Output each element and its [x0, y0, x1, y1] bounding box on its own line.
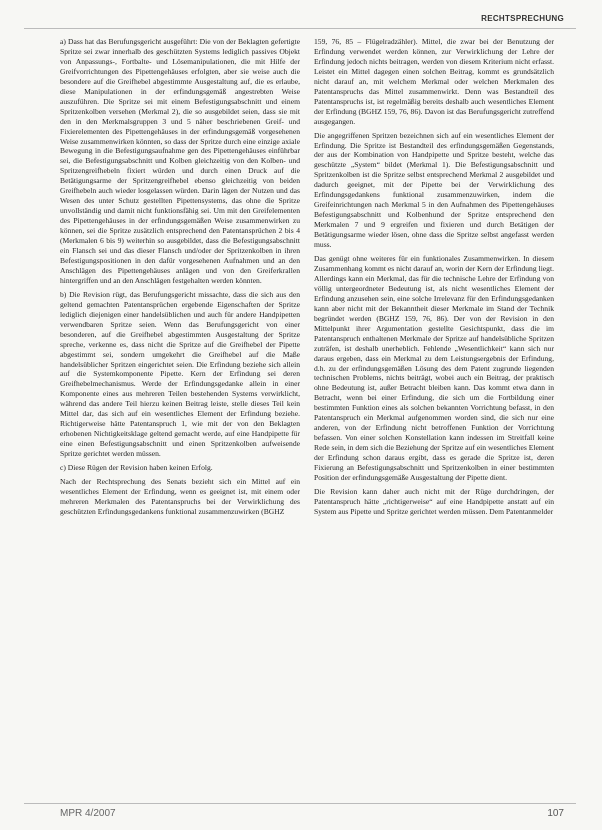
paragraph: c) Diese Rügen der Revision haben keinen Erfolg.: [60, 463, 213, 473]
left-column: [60, 37, 300, 521]
paragraph: Die angegriffenen Spritzen bezeichnen sich auf ein wesentliches Element der Erfindung. Die Spritze ist Bestandteil des erfindungsgemäßen Gegenstands, der aus der Kombination von Handpipette und Spritze besteht, welche das geschützte „System“ bildet (Merkmal 1). Die Befestigungsabschnitt und Spritzenkolben ist die Spritze selbst entsprechend Merkmal 2 ausgebildet und dadurch geeignet, mit der Pipette bei der Verwirklichung des Erfindungsgedankens funktional zusammenzuwirken, indem die Greifeinrichtungen nach Merkmal 5 in den Aufnahmen des Pipettengehäuses Befestigungsabschnitt und Kolbenhund der Spritze entsprechend den Merkmalen 7 und 9 ergreifen und fixieren und durch Betätigen der Betätigungsarme wieder lösen, ohne dass die Spritze selbst angefasst werden muss.: [314, 130, 554, 250]
paragraph: a) Dass hat das Berufungsgericht ausgeführt: Die von der Beklagten gefertigte Spritze sei zwar innerhalb des geschützten Systems lediglich passives Objekt von Anpassungs-, Fortbalte- und Lösemanipulationen, die mit Hilfe der Greifvorrichtungen des Pipettengehäuses erfolgten, aber sie weise auch die besondere auf die Greifhebel abgestimmte Ausgestaltung auf, die es erlaube, diese Manipulationen in der erfindungsgemäß angestrebten Weise auszuführen. Die Spritze sei mit einem Befestigungsabschnitt und einem Spritzenkolben versehen (Merkmal 2), die so ausgebildet seien, dass sie mit den in den Merkmalsgruppen 3 und 5 näher beschriebenen Greif- und Fixierelementen des Pipettengehäuses in der erfindungsgemäß vorgesehenen Weise zusammenwirken könnten, so dass der Spritze durch eine einzige axiale Bewegung in die Befestigungsaufnahme gen des Pipettengehäuses einführbar sei, die Befestigungsabschnitt und Kolben gleichzeitig von den Kolben- und Spritzengreifhebeln fixiert würden und durch einen Druck auf die Betätigungsarme der Spritzengreifhebel ebenso gleichzeitig von beiden Greifhebeln auch wieder losgelassen würden. Darin lägen der Nutzen und das Wesen des unter Schutz gestellten Pipettensystems, das ohne die Spritze unvollständig und damit nicht funktionsfähig sei. Um mit den Greifelementen des Pipettengehäuses in der erfindungsgemäßen Weise zusammenwirken zu können, sei die Spritze zusätzlich entsprechend den Patentansprüchen 2 bis 4 (Merkmalen 6 bis 9) weiterhin so ausgebildet, dass die Befestigungsabschnitt ein Flansch sei und das dieser Flansch und/oder der Spritzenkolben in ihren Befestigungspositionen in den dafür vorgesehenen Aufnahmen und an den Anschlägen des Pipettengehäuses anlägen und von den Greiferkrallen hintergriffen und an den Anschlägen festgehalten werden könnten.: [60, 37, 300, 285]
journal-issue: MPR 4/2007: [60, 808, 116, 819]
paragraph: b) Die Revision rügt, das Berufungsgericht missachte, dass die sich aus den geltend gemachten Patentansprüchen ergebende Eigenschaften der Spritze lediglich diejenigen einer handelsüblichen und auch für andere Handpipetten verwendbaren Spritze seien. Wenn das Berufungsgericht von einer besonderen, auf die Greifhebel abgestimmten Ausgestaltung der Spritze spreche, verkenne es, dass nicht die Spritze auf die Greifhebel der Pipette abgestimmt sei, sondern umgekehrt die Greifhebel auf die Maße handelsüblicher Spritzen eingerichtet seien. Die Erfindung beziehe sich allein auf die Systemkomponente Pipette. Kern der Erfindung sei deren Greifhebelmechanismus. Werde der Erfindungsgedanke allein in einer Komponente eines aus mehreren Teilen bestehenden Systems verwirklicht, während das andere Teil hierzu keinen Beitrag leiste, stelle dieses Teil kein Mittel dar, das sich auf ein wesentliches Element der Erfindung beziehe. Richtigerweise hätte Patentanspruch 1, wie mit der von den Beklagten erhobenen Nichtigkeitsklage geltend gemacht werde, auf eine Handpipette für eine einen Befestigungsabschnitt und einen Spritzenkolben aufweisende Spritze gerichtet werden müssen.: [60, 289, 300, 459]
page-number: 107: [547, 808, 564, 819]
right-column: [314, 37, 554, 521]
section-label: RECHTSPRECHUNG: [481, 14, 564, 23]
footer-rule: [24, 803, 576, 804]
paragraph: Die Revision kann daher auch nicht mit der Rüge durchdringen, der Patentanspruch hätte „richtigerweise“ auf eine Handpipette anstatt auf ein System aus Pipette und Spritze gerichtet werden müssen. Dem Patentanmelder: [314, 486, 554, 516]
paragraph: Nach der Rechtsprechung des Senats bezieht sich ein Mittel auf ein wesentliches Element der Erfindung, wenn es geeignet ist, mit einem oder mehreren Merkmalen des Patentanspruchs bei der Verwirklichung des geschützten Erfindungsgedankens funktional zusammenzuwirken (BGHZ: [60, 476, 300, 516]
paragraph: Das genügt ohne weiteres für ein funktionales Zusammenwirken. In diesem Zusammenhang kommt es nicht darauf an, worin der Kern der Erfindung liegt. Allerdings kann ein Merkmal, das für die technische Lehre der Erfindung von völlig untergeordneter Bedeutung ist, als nicht wesentliches Element der Erfindung anzusehen sein, eine solche Irrelevanz für den Erfindungsgedanken kann aber nicht mit der Bekanntheit dieser Merkmale im Stand der Technik begründet werden (BGHZ 159, 76, 86). Der von der Revision in den Mittelpunkt ihrer Argumentation gestellte Gesichtspunkt, dass die im Patentanspruch enthaltenen Merkmale der Spritze auf handelsübliche Spritzen zuträfen, ist deshalb unerheblich. Fehlende „Wesentlichkeit“ kann sich nur daraus ergeben, dass ein Merkmal zu dem Leistungsergebnis der Erfindung, d.h. zu der erfindungsgemäßen Lösung des dem Patent zugrunde liegenden technischen Problems, nichts beiträgt, wobei auch ein Beitrag, der praktisch ohne Bedeutung ist, außer Betracht bleiben kann. Das kommt etwa dann in Betracht, wenn bei einer Erfindung, die sich um die Fortbildung einer bestimmten Funktion eines als solchen bekannten Vorrichtung befasst, in den Patentanspruch ein Merkmal aufgenommen worden sind, die sich nur eine anderen, von der Erfindung nicht betroffenen Funktion der Vorrichtung befassen. Von einer solchen Konstellation kann indessen im Streitfall keine Rede sein, in dem sich die Beziehung der Spritze auf ein wesentliches Element der Erfindung schon daraus ergibt, dass es gerade die Spritze ist, deren Fixierung an Befestigungsabschnitt und Spritzenkolben in einer bestimmten Position der erfindungsgemäße Ausgestaltung der Pipette dient.: [314, 254, 554, 482]
header-rule: [24, 28, 576, 29]
paragraph: 159, 76, 85 – Flügelradzähler). Mittel, die zwar bei der Benutzung der Erfindung verwendet werden können, zur Verwirklichung der Lehre der Erfindung jedoch nichts beitragen, werden von diesem Kriterium nicht erfasst. Leistet ein Mittel dagegen einen solchen Beitrag, kommt es grundsätzlich nicht darauf an, mit welchem Merkmal oder welchen Merkmalen des Patentanspruchs das Mittel zusammenwirkt. Denn was Bestandteil des Patentanspruchs ist, ist regelmäßig bereits deshalb auch wesentliches Element der Erfindung (BGHZ 159, 76, 86). Davon ist das Berufungsgericht zutreffend ausgegangen.: [314, 37, 554, 126]
